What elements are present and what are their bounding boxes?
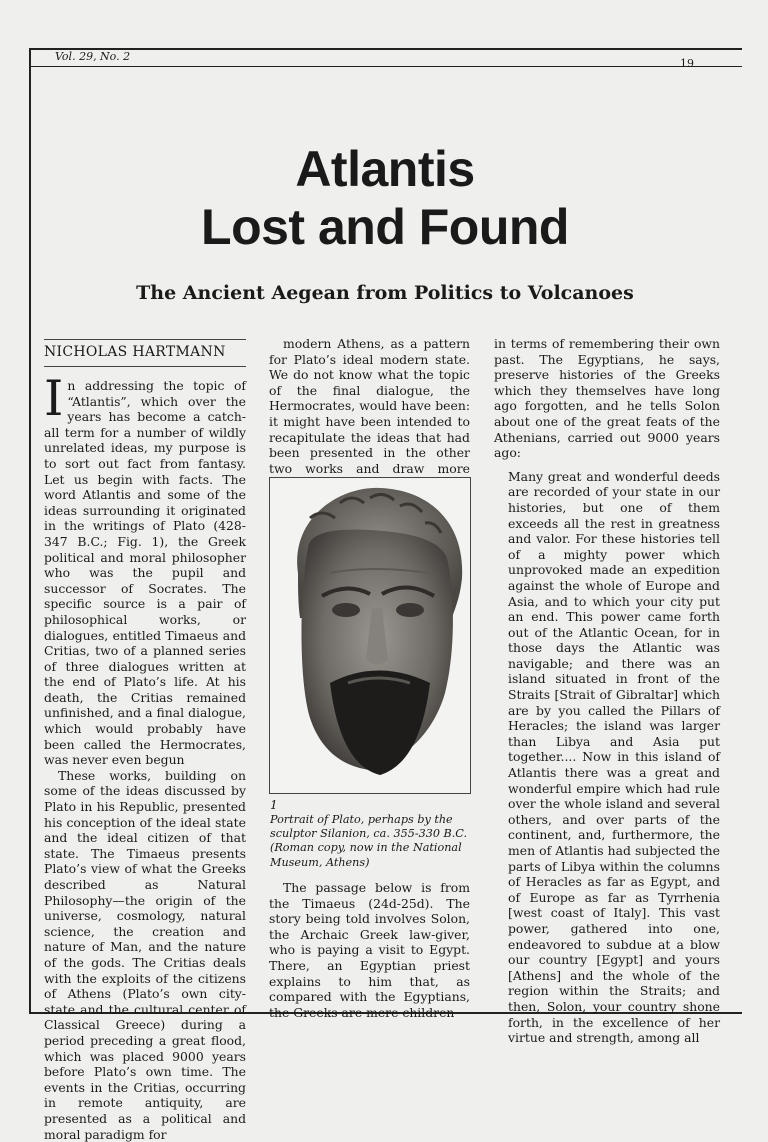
page-number: 19 — [680, 57, 694, 70]
figure-number: 1 — [270, 798, 278, 812]
plato-bust-image — [270, 478, 470, 793]
column-3 — [494, 336, 720, 1046]
plato-bust-figure — [269, 477, 471, 794]
column-2-bottom — [269, 880, 470, 1020]
col1-paragraph-2: These works, building on some of the ideas discussed by Plato in his Republic, presented his conception of the ideal state and the ideal citizen of that state. The Timaeus presents Plato’s view of what the Greeks described as Natural Philosophy—the origin of the universe, cosmology, natural science, the creation and nature of Man, and the nature of the gods. The Critias deals with the exploits of the citizens of Athens (Plato’s own city-state and the cultural center of Classical Greece) during a period preceding a great flood, which was placed 9000 years before Plato’s own time. The events in the Critias, occurring in remote antiquity, are presented as a political and moral paradigm for — [44, 767, 246, 1142]
header-rule — [31, 66, 742, 67]
author-rule-top — [44, 339, 246, 340]
col3-paragraph-1: in terms of remembering their own past. The Egyptians, he says, preserve histories of the Greeks which they themselves have long ago forgotten, and he tells Solon about one of the great feats of the Athenians, carried out 9000 years ago: — [494, 336, 720, 461]
timaeus-quotation: Many great and wonderful deeds are recorded of your state in our histories, but one of them exceeds all the rest in greatness and valor. For these histories tell of a mighty power which unprovoked made an expedition against the whole of Europe and Asia, and to which your city put an end. This power came forth out of the Atlantic Ocean, for in those days the Atlantic was navigable; and there was an island situated in front of the Straits [Strait of Gibraltar] which are by you called the Pillars of Heracles; the island was larger than Libya and Asia put together.... Now in this island of Atlantis there was a great and wonderful empire which had rule over the whole island and several others, and over parts of the continent, and, furthermore, the men of Atlantis had subjected the parts of Libya within the columns of Heracles as far as Egypt, and of Europe as far as Tyrrhenia [west coast of Italy]. This vast power, gathered into one, endeavored to subdue at a blow our country [Egypt] and yours [Athens] and the whole of the region within the Straits; and then, Solon, your country shone forth, in the excellence of her virtue and strength, among all — [508, 468, 720, 1046]
author-byline: NICHOLAS HARTMANN — [44, 344, 226, 360]
col1-paragraph-1 — [44, 370, 246, 768]
article-subtitle: The Ancient Aegean from Politics to Volcanoes — [136, 282, 634, 304]
running-head: Vol. 29, No. 2 — [55, 50, 131, 63]
frame-top-rule — [29, 48, 742, 50]
article-title-line1: Atlantis — [295, 141, 475, 197]
col1-paragraph-1-text: n addressing the topic of “Atlantis”, which over the years has become a catch-all term for a number of wildly unrelated ideas, my purpose is to sort out fact from fantasy. Let us begin with facts. The word Atlantis and some of the ideas surrounding it originated in the writings of Plato (428-347 B.C.; Fig. 1), the Greek political and moral philosopher who was the pupil and successor of Socrates. The specific source is a pair of philosophical works, or dialogues, entitled Timaeus and Critias, two of a planned series of three dialogues written at the end of Plato’s life. At his death, the Critias remained unfinished, and a final dialogue, which would probably have been called the Hermocrates, was never even begun — [44, 378, 246, 768]
frame-left-rule — [29, 48, 31, 1014]
drop-cap: I — [44, 370, 64, 427]
col2-paragraph-1: modern Athens, as a pattern for Plato’s ideal modern state. We do not know what the topic of the final dialogue, the Hermocrates, would have been: it might have been intended to recapitulate the ideas that had been presented in the other two works and draw more — [269, 336, 470, 476]
column-1 — [44, 370, 246, 1142]
col2-paragraph-2: The passage below is from the Timaeus (24d-25d). The story being told involves Solon, the Archaic Greek law-giver, who is paying a visit to Egypt. There, an Egyptian priest explains to him that, as compared with the Egyptians, the Greeks are mere children — [269, 880, 470, 1020]
article-title-line2: Lost and Found — [201, 199, 569, 255]
author-rule-bottom — [44, 366, 246, 367]
column-2-top — [269, 336, 470, 492]
figure-caption: Portrait of Plato, perhaps by the sculptor Silanion, ca. 355-330 B.C. (Roman copy, now in the National Museum, Athens) — [270, 813, 467, 869]
